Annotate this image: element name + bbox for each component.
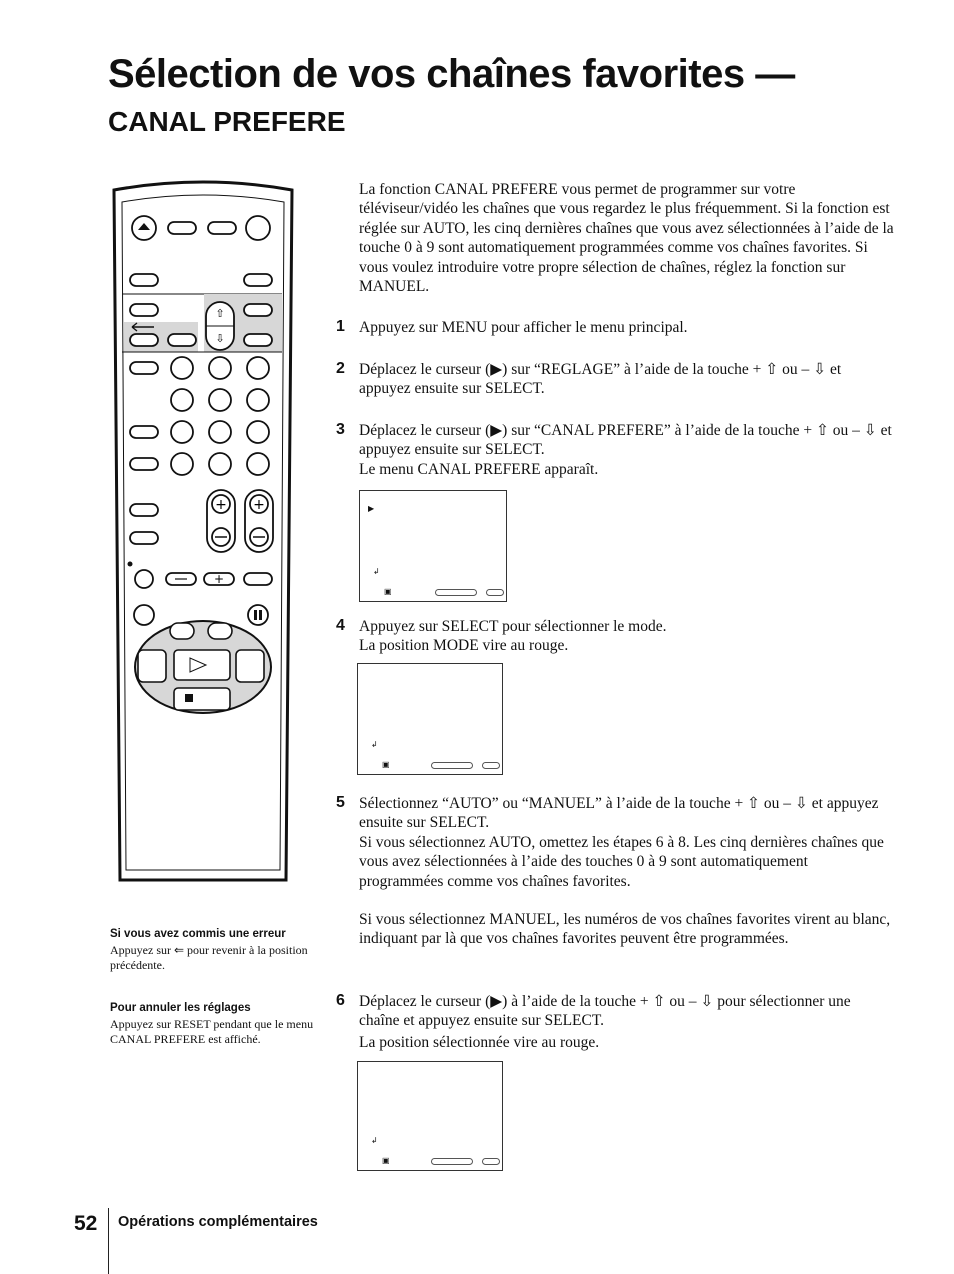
step-line: Déplacez le curseur (▶) sur “REGLAGE” à l’aide de la touche + ⇧ ou – ⇩ et appuyez ensuite sur SELECT. (359, 361, 842, 398)
tv-menu-screen-1 (359, 490, 507, 602)
digit-9-button[interactable] (247, 421, 269, 443)
menu-button[interactable] (130, 304, 158, 316)
note-heading: Si vous avez commis une erreur (110, 928, 286, 940)
digit-6-button[interactable] (247, 389, 269, 411)
digit-8-button[interactable] (209, 421, 231, 443)
rewind-small-button[interactable] (170, 623, 194, 639)
osd-icon: ▣ (382, 760, 390, 769)
step-number: 6 (336, 992, 345, 1009)
osd-icon: ▣ (384, 587, 392, 596)
step-text (359, 617, 894, 656)
intro-paragraph: La fonction CANAL PREFERE vous permet de programmer sur votre téléviseur/vidéo les chaînes que vous regardez le plus fréquemment. Si la fonction est réglée sur AUTO, les cinq dernières chaînes que vous avez sélectionnées à l’aide de la touche 0 à 9 sont automatiquement programmées comme vos chaînes favorites. Si vous voulez introduire votre propre sélection de chaînes, réglez la fonction sur MANUEL. (359, 181, 894, 296)
power-button[interactable] (246, 216, 270, 240)
svg-text:⇧: ⇧ (215, 307, 225, 320)
digit-7-button[interactable] (171, 421, 193, 443)
record-button[interactable] (135, 570, 153, 588)
step-line: Si vous sélectionnez AUTO, omettez les étapes 6 à 8. Les cinq dernières chaînes que vous avez sélectionnées à l’aide des touches 0 à 9 sont automatiquement programmées comme vos chaînes favorites. (359, 833, 884, 890)
step-line: Déplacez le curseur (▶) sur “CANAL PREFERE” à l’aide de la touche + ⇧ ou – ⇩ et appuyez ensuite sur SELECT. (359, 422, 892, 459)
back-button[interactable] (130, 334, 158, 346)
footer-divider (108, 1208, 109, 1274)
svg-text:⇩: ⇩ (215, 332, 225, 345)
note-heading: Pour annuler les réglages (110, 1002, 251, 1014)
svg-text:+: + (253, 497, 265, 513)
fastforward-button[interactable] (236, 650, 264, 682)
step-line: Sélectionnez “AUTO” ou “MANUEL” à l’aide de la touche + ⇧ ou – ⇩ et appuyez ensuite sur SELECT. (359, 795, 879, 832)
tv-menu-screen-3 (357, 1061, 503, 1171)
select-button[interactable] (244, 304, 272, 316)
svg-text:+: + (215, 497, 227, 513)
step-text (359, 421, 894, 479)
section-title: Opérations complémentaires (118, 1214, 318, 1230)
step-text (359, 318, 894, 337)
page-number: 52 (74, 1212, 98, 1235)
step-text (359, 360, 894, 399)
step-line: Appuyez sur SELECT pour sélectionner le mode. (359, 618, 667, 635)
page-subtitle: CANAL PREFERE (108, 106, 346, 137)
return-icon: ↲ (373, 567, 380, 576)
pause-button[interactable] (248, 605, 268, 625)
digit-2-button[interactable] (209, 357, 231, 379)
step-line: Déplacez le curseur (▶) à l’aide de la touche + ⇧ ou – ⇩ pour sélectionner une chaîne et appuyez ensuite sur SELECT. (359, 993, 851, 1030)
digit-4-button[interactable] (171, 389, 193, 411)
return-icon: ↲ (371, 1136, 378, 1145)
step-number: 4 (336, 617, 345, 634)
digit-5-button[interactable] (209, 389, 231, 411)
osd-icon: ▣ (382, 1156, 390, 1165)
step-line: Le menu CANAL PREFERE apparaît. (359, 460, 599, 478)
step-number: 2 (336, 360, 345, 377)
step-number: 1 (336, 318, 345, 335)
top-oval-button-2[interactable] (208, 222, 236, 234)
fastforward-small-button[interactable] (208, 623, 232, 639)
note-text: Appuyez sur RESET pendant que le menu CANAL PREFERE est affiché. (110, 1017, 314, 1046)
note-text: Appuyez sur ⇐ pour revenir à la position précédente. (110, 943, 308, 972)
right-oval-button[interactable] (244, 274, 272, 286)
reset-button[interactable] (168, 334, 196, 346)
digit-0-button[interactable] (171, 453, 193, 475)
left-oval-button[interactable] (130, 274, 158, 286)
tv-menu-screen-2 (357, 663, 503, 775)
select-button-2[interactable] (244, 334, 272, 346)
svg-text:+: + (213, 572, 225, 586)
note-cancel (110, 1001, 320, 1046)
digit-3-button[interactable] (247, 357, 269, 379)
page-title: Sélection de vos chaînes favorites — (108, 52, 795, 96)
note-error (110, 927, 320, 972)
cursor-icon: ▶ (368, 504, 375, 513)
stop-button[interactable] (174, 688, 230, 710)
play-button[interactable] (174, 650, 230, 680)
eject-button[interactable] (132, 216, 156, 240)
cursor-up-down-button[interactable] (206, 302, 234, 350)
step-number: 3 (336, 421, 345, 438)
rewind-button[interactable] (138, 650, 166, 682)
step-line: Si vous sélectionnez MANUEL, les numéros de vos chaînes favorites virent au blanc, indiquant par là que vos chaînes favorites peuvent être programmées. (359, 911, 891, 948)
step-line: La position sélectionnée vire au rouge. (359, 1033, 600, 1051)
return-icon: ↲ (371, 740, 378, 749)
remote-control-illustration (108, 180, 298, 890)
step-line: La position MODE vire au rouge. (359, 637, 569, 655)
digit-1-button[interactable] (171, 357, 193, 379)
step-line: Appuyez sur MENU pour afficher le menu principal. (359, 319, 688, 336)
top-oval-button-1[interactable] (168, 222, 196, 234)
step-number: 5 (336, 794, 345, 811)
step-text (359, 992, 894, 1052)
step-text (359, 794, 894, 949)
